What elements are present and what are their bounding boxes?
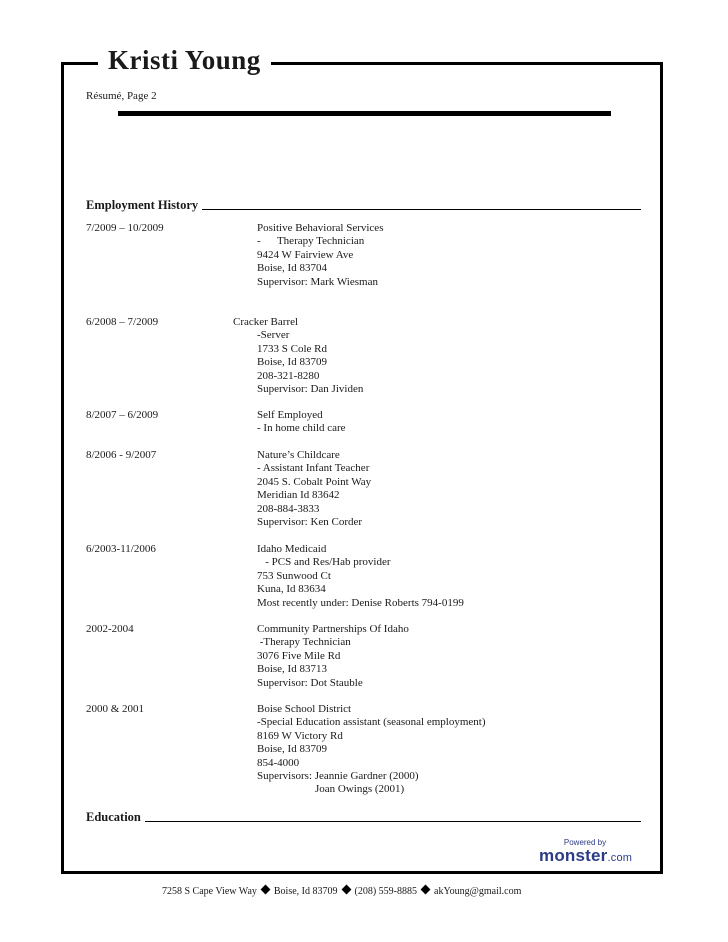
diamond-bullet-icon	[341, 885, 351, 895]
job-dates: 8/2007 – 6/2009	[86, 409, 159, 421]
job-dates: 6/2008 – 7/2009	[86, 316, 159, 328]
job-address: 2045 S. Cobalt Point Way	[257, 475, 372, 488]
job-employer: Nature’s Childcare	[257, 449, 340, 461]
monster-brand	[539, 847, 632, 867]
job-role: - In home child care	[257, 422, 346, 435]
job-supervisor: Supervisor: Ken Corder	[257, 516, 363, 529]
job-phone: 854-4000	[257, 756, 300, 769]
job-city: Boise, Id 83709	[257, 743, 327, 756]
footer-address: 7258 S Cape View Way	[162, 886, 257, 897]
job-supervisor-2: Joan Owings (2001)	[315, 783, 405, 796]
job-city: Kuna, Id 83634	[257, 583, 326, 596]
footer-phone: (208) 559-8885	[354, 886, 417, 897]
job-address: 8169 W Victory Rd	[257, 729, 343, 742]
job-city: Meridian Id 83642	[257, 489, 340, 502]
job-dates: 2000 & 2001	[86, 703, 145, 715]
job-entry	[257, 409, 346, 436]
job-address: 753 Sunwood Ct	[257, 569, 331, 582]
job-employer: Boise School District	[257, 703, 352, 715]
heading-rule	[202, 209, 641, 210]
job-entry	[257, 222, 383, 289]
contact-footer	[162, 886, 521, 897]
job-city: Boise, Id 83713	[257, 663, 327, 676]
job-dates: 7/2009 – 10/2009	[86, 222, 164, 234]
monster-logo	[539, 838, 632, 867]
header-rule	[118, 111, 611, 116]
job-entry	[233, 316, 364, 396]
job-employer: Cracker Barrel	[233, 316, 299, 328]
job-role: - Assistant Infant Teacher	[257, 462, 370, 475]
job-phone: 208-321-8280	[257, 369, 320, 382]
brand-name: monster	[539, 846, 608, 865]
job-dates: 6/2003-11/2006	[86, 543, 156, 555]
page-subtitle: Résumé, Page 2	[86, 90, 157, 102]
job-entry	[257, 449, 371, 529]
footer-city: Boise, Id 83709	[273, 886, 338, 897]
brand-suffix: .com	[607, 852, 633, 864]
job-employer: Community Partnerships Of Idaho	[257, 623, 409, 635]
job-address: 3076 Five Mile Rd	[257, 649, 341, 662]
footer-email: akYoung@gmail.com	[434, 886, 522, 897]
employment-history-title: Employment History	[86, 198, 199, 212]
education-title: Education	[86, 810, 141, 824]
heading-rule	[145, 821, 641, 822]
job-employer: Positive Behavioral Services	[257, 222, 384, 234]
job-employer: Idaho Medicaid	[257, 543, 327, 555]
job-address: 9424 W Fairview Ave	[257, 248, 354, 261]
job-role: -Special Education assistant (seasonal employment)	[257, 716, 486, 729]
job-dates: 8/2006 - 9/2007	[86, 449, 157, 461]
job-employer: Self Employed	[257, 409, 323, 421]
powered-by-label: Powered by	[563, 838, 607, 847]
job-supervisor: Supervisor: Mark Wiesman	[257, 275, 378, 288]
diamond-bullet-icon	[421, 885, 431, 895]
job-role: -Therapy Technician	[257, 636, 351, 649]
job-supervisor: Supervisors: Jeannie Gardner (2000)	[257, 770, 419, 783]
job-entry	[257, 703, 486, 797]
job-city: Boise, Id 83704	[257, 262, 327, 275]
job-role: - PCS and Res/Hab provider	[257, 556, 391, 569]
job-role: -Server	[257, 329, 290, 342]
employment-history-heading	[86, 198, 641, 213]
job-entry	[257, 543, 464, 610]
job-city: Boise, Id 83709	[257, 356, 327, 369]
education-heading	[86, 810, 641, 825]
job-supervisor: Supervisor: Dan Jividen	[257, 383, 364, 396]
job-entry	[257, 623, 409, 690]
job-supervisor: Most recently under: Denise Roberts 794-0199	[257, 596, 464, 609]
job-role: - Therapy Technician	[257, 235, 365, 248]
candidate-name: Kristi Young	[98, 44, 271, 76]
job-address: 1733 S Cole Rd	[257, 342, 327, 355]
job-supervisor: Supervisor: Dot Stauble	[257, 676, 363, 689]
job-phone: 208-884-3833	[257, 502, 320, 515]
diamond-bullet-icon	[260, 885, 270, 895]
job-dates: 2002-2004	[86, 623, 134, 635]
